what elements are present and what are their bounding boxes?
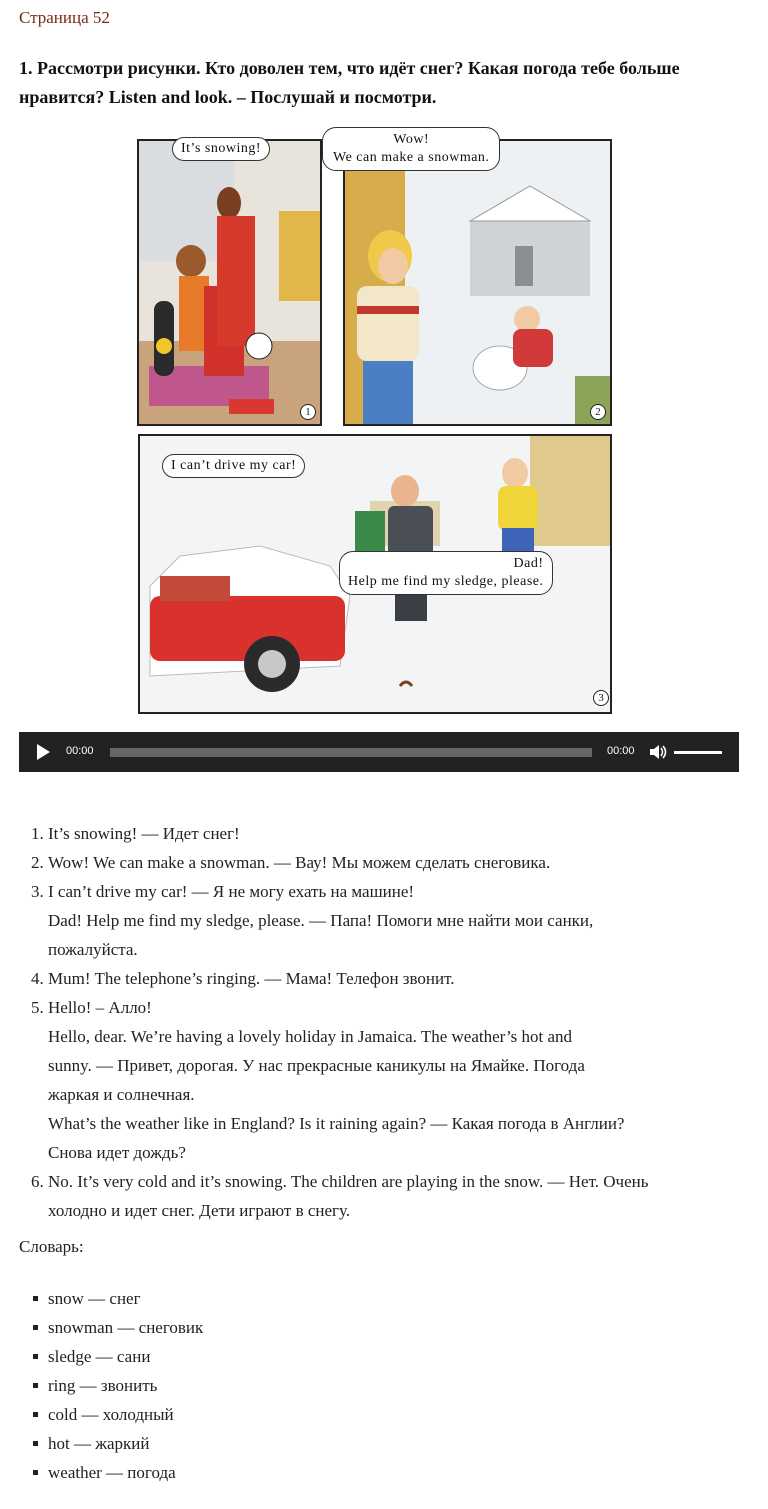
list-line: What’s the weather like in England? Is it raining again? — Какая погода в Англии? [48,1114,625,1133]
comic-panel-1 [137,139,322,426]
list-line: холодно и идет снег. Дети играют в снегу. [48,1201,351,1220]
vocab-item: weather — погода [19,1458,203,1487]
list-item [19,964,749,993]
list-item [19,993,749,1167]
vocab-item: snowman — снеговик [19,1313,203,1342]
bubble-line: We can make a snowman. [333,150,490,165]
dialogue-list [19,819,749,1225]
list-number: 3. [31,882,44,901]
bubble-line: Help me find my sledge, please. [348,574,544,589]
current-time: 00:00 [66,745,94,757]
vocab-item: ring — звонить [19,1371,203,1400]
vocab-item: hot — жаркий [19,1429,203,1458]
duration-time: 00:00 [607,745,635,757]
list-line: Снова идет дождь? [48,1143,186,1162]
vocab-item: snow — снег [19,1284,203,1313]
panel-number-3: 3 [593,690,609,706]
vocab-title: Словарь: [19,1237,84,1256]
list-number: 5. [31,998,44,1017]
progress-bar[interactable] [110,748,592,757]
list-number: 4. [31,969,44,988]
speech-bubble-its-snowing: It’s snowing! [172,137,270,161]
vocab-item: cold — холодный [19,1400,203,1429]
panel-2-illustration [345,141,610,424]
comic-panel-2 [343,139,612,426]
list-line: I can’t drive my car! — Я не могу ехать на машине! [48,882,415,901]
list-line: пожалуйста. [48,940,138,959]
panel-number-1: 1 [300,404,316,420]
list-number: 1. [31,824,44,843]
volume-icon[interactable] [649,743,667,761]
list-line: It’s snowing! — Идет снег! [48,824,240,843]
list-line: Hello! – Алло! [48,998,152,1017]
audio-player [19,732,739,772]
task-heading: 1. Рассмотри рисунки. Кто доволен тем, что идёт снег? Какая погода тебе больше нравится? Listen and look. – Послушай и посмотри. [19,58,680,107]
list-number: 6. [31,1172,44,1191]
panel-number-2: 2 [590,404,606,420]
vocab-item: sledge — сани [19,1342,203,1371]
list-line: Mum! The telephone’s ringing. — Мама! Телефон звонит. [48,969,455,988]
list-line: No. It’s very cold and it’s snowing. The children are playing in the snow. — Нет. Очень [48,1172,649,1191]
list-number: 2. [31,853,44,872]
list-item [19,848,749,877]
list-item [19,819,749,848]
speech-bubble-snowman [322,127,500,171]
speech-bubble-sledge [339,551,553,595]
speech-bubble-car: I can’t drive my car! [162,454,305,478]
list-line: sunny. — Привет, дорогая. У нас прекрасные каникулы на Ямайке. Погода [48,1056,585,1075]
list-item [19,1167,749,1225]
page-title: Страница 52 [19,8,110,27]
list-item [19,877,749,964]
bubble-line: Wow! [393,132,430,147]
volume-slider[interactable] [674,751,722,754]
list-line: Hello, dear. We’re having a lovely holiday in Jamaica. The weather’s hot and [48,1027,573,1046]
list-line: Dad! Help me find my sledge, please. — Папа! Помоги мне найти мои санки, [48,911,594,930]
panel-1-illustration [139,141,320,424]
list-line: жаркая и солнечная. [48,1085,195,1104]
vocab-list [19,1284,203,1487]
play-icon[interactable] [37,744,50,760]
list-line: Wow! We can make a snowman. — Вау! Мы можем сделать снеговика. [48,853,551,872]
bubble-line: Dad! [513,556,544,571]
